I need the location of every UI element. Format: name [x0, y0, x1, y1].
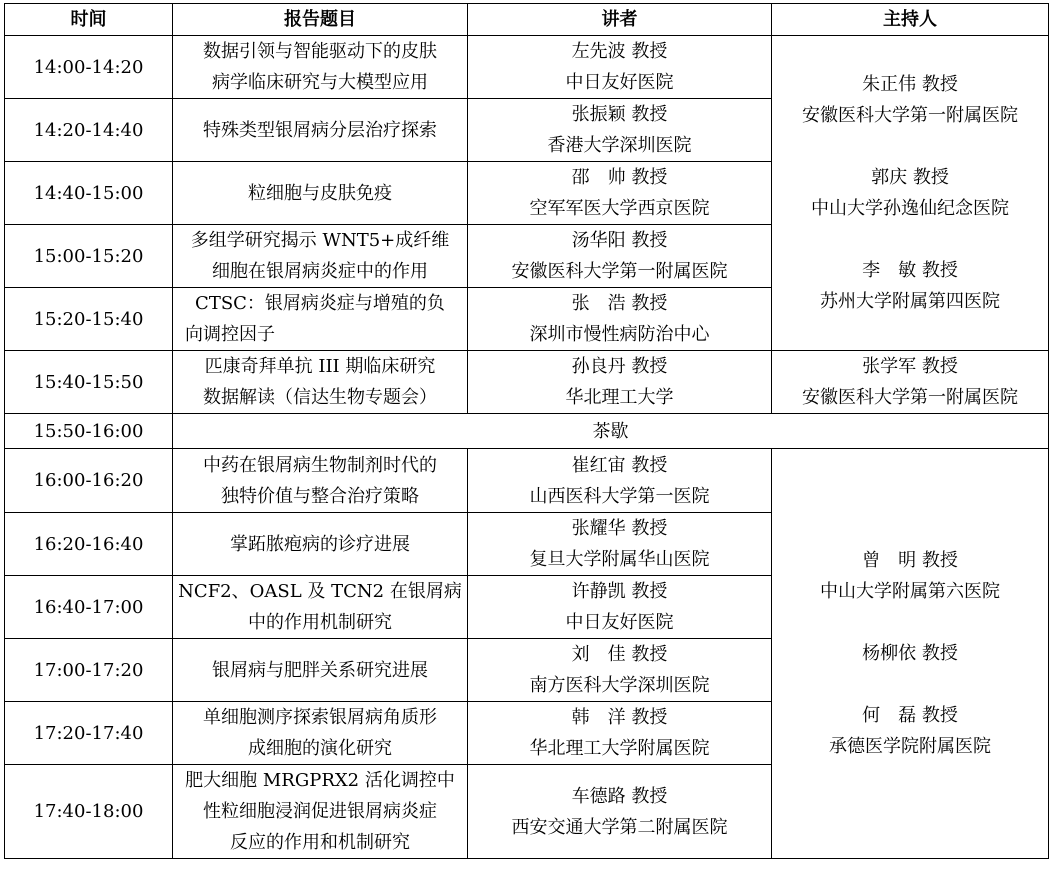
speaker-affiliation: 中日友好医院 [565, 72, 674, 93]
host-cell [772, 36, 1049, 351]
speaker-cell [468, 351, 772, 414]
topic-line: 匹康奇拜单抗 III 期临床研究 [204, 356, 436, 377]
speaker-name: 刘 佳 教授 [571, 644, 668, 665]
break-label: 茶歇 [173, 414, 1049, 449]
host-name: 杨柳依 教授 [862, 643, 958, 664]
time-cell: 16:20-16:40 [5, 513, 173, 576]
speaker-cell [468, 36, 772, 99]
speaker-cell [468, 513, 772, 576]
host-spacer [772, 131, 1048, 162]
table-row [5, 36, 1049, 99]
speaker-affiliation: 中日友好医院 [565, 612, 674, 633]
header-topic: 报告题目 [173, 4, 468, 36]
topic-cell [173, 449, 468, 513]
host-name: 张学军 教授 [862, 356, 958, 377]
topic-cell [173, 99, 468, 162]
topic-cell [173, 162, 468, 225]
speaker-name: 车德路 教授 [571, 785, 668, 807]
speaker-cell [468, 702, 772, 765]
table-row [5, 449, 1049, 513]
topic-line: 中药在银屑病生物制剂时代的 [203, 454, 437, 476]
topic-line: 数据解读（信达生物专题会） [203, 387, 437, 408]
speaker-name: 孙良丹 教授 [571, 356, 668, 377]
header-speaker: 讲者 [468, 4, 772, 36]
host-cell [772, 351, 1049, 414]
speaker-name: 左先波 教授 [571, 41, 668, 62]
topic-line: 成细胞的演化研究 [248, 738, 392, 759]
topic-line: 细胞在银屑病炎症中的作用 [212, 261, 428, 282]
time-cell: 17:40-18:00 [5, 765, 173, 859]
speaker-affiliation: 空军军医大学西京医院 [529, 198, 710, 219]
speaker-affiliation: 西安交通大学第二附属医院 [511, 816, 728, 838]
speaker-affiliation: 复旦大学附属华山医院 [529, 549, 710, 570]
topic-cell [173, 702, 468, 765]
speaker-name: 韩 洋 教授 [571, 707, 668, 728]
host-name: 郭庆 教授 [871, 167, 949, 188]
topic-line: 向调控因子 [185, 324, 275, 345]
time-cell: 15:50-16:00 [5, 414, 173, 449]
topic-line: 多组学研究揭示 WNT5+成纤维 [190, 230, 450, 251]
topic-line: 单细胞测序探索银屑病角质形 [203, 707, 437, 728]
speaker-cell [468, 225, 772, 288]
topic-line: 数据引领与智能驱动下的皮肤 [203, 41, 437, 62]
time-cell: 16:00-16:20 [5, 449, 173, 513]
header-time: 时间 [5, 4, 173, 36]
host-name: 朱正伟 教授 [862, 74, 958, 95]
speaker-cell [468, 99, 772, 162]
speaker-cell [468, 639, 772, 702]
speaker-affiliation: 华北理工大学附属医院 [529, 738, 710, 759]
time-cell: 15:40-15:50 [5, 351, 173, 414]
host-name: 李 敏 教授 [862, 260, 958, 281]
host-affiliation: 承德医学院附属医院 [829, 736, 991, 757]
topic-cell [173, 639, 468, 702]
time-cell: 16:40-17:00 [5, 576, 173, 639]
topic-line: 反应的作用和机制研究 [230, 832, 410, 853]
topic-line: 性粒细胞浸润促进银屑病炎症 [203, 801, 437, 822]
time-cell: 15:20-15:40 [5, 288, 173, 351]
host-spacer [772, 607, 1048, 638]
speaker-name: 张 浩 教授 [571, 293, 668, 314]
header-row [5, 4, 1049, 36]
speaker-cell [468, 576, 772, 639]
time-cell: 17:00-17:20 [5, 639, 173, 702]
speaker-affiliation: 香港大学深圳医院 [547, 135, 692, 156]
host-affiliation: 安徽医科大学第一附属医院 [802, 105, 1018, 126]
topic-line: 掌跖脓疱病的诊疗进展 [230, 533, 410, 555]
schedule-table [4, 3, 1049, 859]
topic-cell [173, 225, 468, 288]
host-name: 何 磊 教授 [862, 705, 958, 726]
topic-line: 粒细胞与皮肤免疫 [248, 182, 392, 204]
topic-line: 肥大细胞 MRGPRX2 活化调控中 [185, 770, 455, 791]
header-host: 主持人 [772, 4, 1049, 36]
speaker-name: 张振颖 教授 [571, 104, 668, 125]
speaker-name: 张耀华 教授 [571, 518, 668, 539]
speaker-cell [468, 288, 772, 351]
time-cell: 15:00-15:20 [5, 225, 173, 288]
topic-cell [173, 288, 468, 351]
speaker-affiliation: 华北理工大学 [565, 387, 674, 408]
topic-line: 特殊类型银屑病分层治疗探索 [203, 119, 437, 141]
topic-line: 病学临床研究与大模型应用 [212, 72, 428, 93]
break-row [5, 414, 1049, 449]
host-spacer [772, 669, 1048, 700]
host-affiliation: 中山大学附属第六医院 [820, 581, 1000, 602]
speaker-name: 邵 帅 教授 [571, 167, 668, 188]
speaker-affiliation: 安徽医科大学第一附属医院 [511, 261, 728, 282]
speaker-name: 汤华阳 教授 [571, 230, 668, 251]
host-affiliation: 安徽医科大学第一附属医院 [802, 387, 1018, 408]
table-row [5, 351, 1049, 414]
speaker-affiliation: 深圳市慢性病防治中心 [529, 324, 710, 345]
host-spacer [772, 224, 1048, 255]
topic-cell [173, 576, 468, 639]
host-name: 曾 明 教授 [862, 550, 958, 571]
speaker-name: 崔红宙 教授 [571, 454, 668, 476]
host-affiliation: 苏州大学附属第四医院 [820, 291, 1000, 312]
host-cell [772, 449, 1049, 859]
topic-line: CTSC：银屑病炎症与增殖的负 [195, 293, 445, 314]
topic-cell [173, 36, 468, 99]
time-cell: 14:20-14:40 [5, 99, 173, 162]
host-affiliation: 中山大学孙逸仙纪念医院 [811, 198, 1009, 219]
topic-line: 银屑病与肥胖关系研究进展 [212, 659, 428, 681]
speaker-cell [468, 449, 772, 513]
time-cell: 14:00-14:20 [5, 36, 173, 99]
speaker-cell [468, 162, 772, 225]
speaker-affiliation: 南方医科大学深圳医院 [529, 675, 710, 696]
topic-cell [173, 765, 468, 859]
topic-line: 独特价值与整合治疗策略 [221, 485, 419, 507]
topic-cell [173, 351, 468, 414]
topic-line: 中的作用机制研究 [248, 612, 392, 633]
topic-cell [173, 513, 468, 576]
time-cell: 17:20-17:40 [5, 702, 173, 765]
time-cell: 14:40-15:00 [5, 162, 173, 225]
topic-line: NCF2、OASL 及 TCN2 在银屑病 [178, 581, 462, 602]
speaker-name: 许静凯 教授 [571, 581, 668, 602]
speaker-affiliation: 山西医科大学第一医院 [529, 485, 710, 507]
speaker-cell [468, 765, 772, 859]
